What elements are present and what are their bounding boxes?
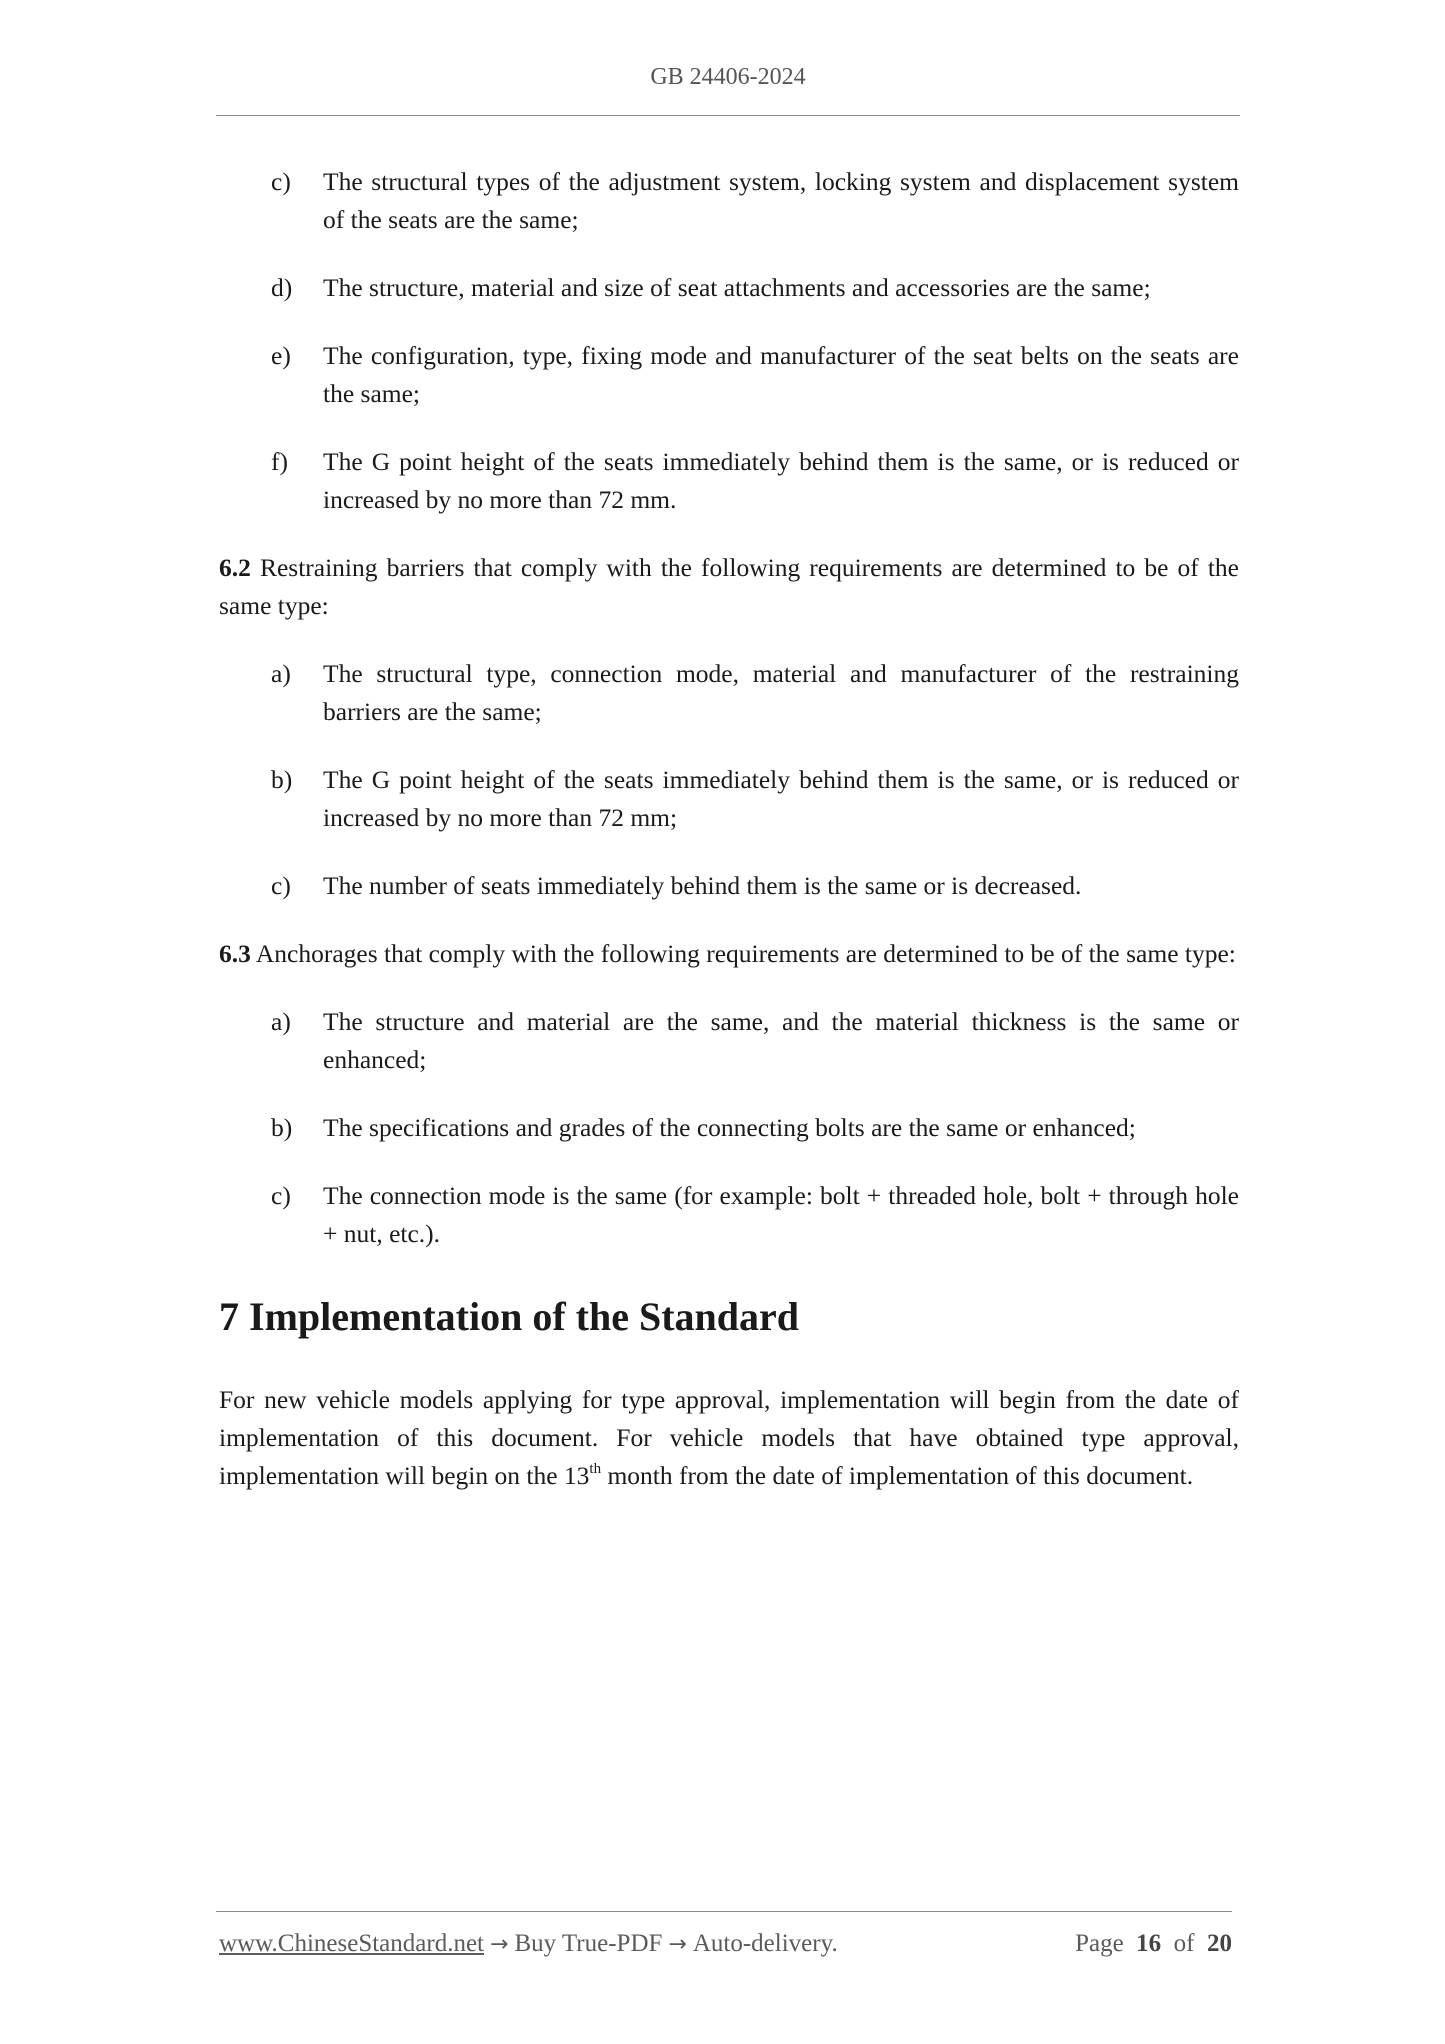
list-item-label: c)	[271, 1181, 291, 1210]
list-item-text: The configuration, type, fixing mode and manufacturer of the seat belts on the seats are the same;	[323, 341, 1239, 408]
list-item	[219, 1109, 1239, 1147]
list-item-text: The structural type, connection mode, material and manufacturer of the restraining barriers are the same;	[323, 659, 1239, 726]
buy-text: Buy True-PDF	[514, 1930, 663, 1957]
list-item-label: b)	[271, 1113, 293, 1142]
delivery-text: Auto-delivery.	[692, 1930, 838, 1957]
list-item	[219, 1003, 1239, 1079]
arrow-right-icon: →	[490, 1932, 509, 1957]
list-item	[219, 761, 1239, 837]
list-item	[219, 163, 1239, 239]
list-item-label: c)	[271, 167, 291, 196]
clause-text: Anchorages that comply with the following requirements are determined to be of the same type:	[250, 939, 1236, 968]
current-page-number: 16	[1136, 1930, 1162, 1957]
list-item	[219, 443, 1239, 519]
list-item-text: The structural types of the adjustment system, locking system and displacement system of the seats are the same;	[323, 167, 1239, 234]
section-heading: 7 Implementation of the Standard	[219, 1294, 800, 1339]
clause-text: Restraining barriers that comply with the following requirements are determined to be of the same type:	[219, 553, 1239, 620]
page-footer	[219, 1930, 1232, 1958]
list-item-text: The G point height of the seats immediately behind them is the same, or is reduced or increased by no more than 72 mm.	[323, 447, 1239, 514]
list-item-text: The number of seats immediately behind them is the same or is decreased.	[323, 871, 1082, 900]
clause-6-2	[219, 549, 1239, 625]
footer-left	[219, 1930, 838, 1958]
list-item-label: b)	[271, 765, 293, 794]
list-item-label: d)	[271, 273, 293, 302]
list-item-text: The specifications and grades of the connecting bolts are the same or enhanced;	[323, 1113, 1136, 1142]
list-item-label: f)	[271, 447, 288, 476]
paragraph-text: month from the date of implementation of this document.	[601, 1461, 1194, 1490]
list-item-label: a)	[271, 1007, 291, 1036]
list-item-label: c)	[271, 871, 291, 900]
list-item	[219, 655, 1239, 731]
header-divider	[216, 115, 1240, 116]
list-item	[219, 337, 1239, 413]
list-item-label: e)	[271, 341, 291, 370]
list-item-text: The structure, material and size of seat attachments and accessories are the same;	[323, 273, 1151, 302]
clause-6-3	[219, 935, 1239, 973]
page-word: Page	[1075, 1930, 1124, 1957]
clause-number: 6.3	[219, 939, 251, 968]
list-item	[219, 1177, 1239, 1253]
footer-divider	[216, 1911, 1232, 1912]
list-item-label: a)	[271, 659, 291, 688]
clause-number: 6.2	[219, 553, 251, 582]
site-link[interactable]: www.ChineseStandard.net	[219, 1930, 484, 1957]
page-indicator	[1075, 1930, 1232, 1958]
list-item	[219, 269, 1239, 307]
page-body	[219, 163, 1239, 1495]
paragraph-text: For new vehicle models applying for type approval, implementation will begin from the date of implementation of this document. For vehicle models that have obtained type approval, implementation will begin on the 13	[219, 1385, 1239, 1490]
list-item	[219, 867, 1239, 905]
ordinal-superscript: th	[589, 1461, 602, 1477]
list-item-text: The connection mode is the same (for example: bolt + threaded hole, bolt + through hole + nut, etc.).	[323, 1181, 1239, 1248]
arrow-right-icon: →	[668, 1932, 687, 1957]
total-pages-number: 20	[1207, 1930, 1232, 1957]
list-item-text: The G point height of the seats immediately behind them is the same, or is reduced or increased by no more than 72 mm;	[323, 765, 1239, 832]
list-item-text: The structure and material are the same, and the material thickness is the same or enhanced;	[323, 1007, 1239, 1074]
document-header-code: GB 24406-2024	[650, 64, 806, 90]
of-word: of	[1173, 1930, 1195, 1957]
section-paragraph	[219, 1381, 1239, 1495]
